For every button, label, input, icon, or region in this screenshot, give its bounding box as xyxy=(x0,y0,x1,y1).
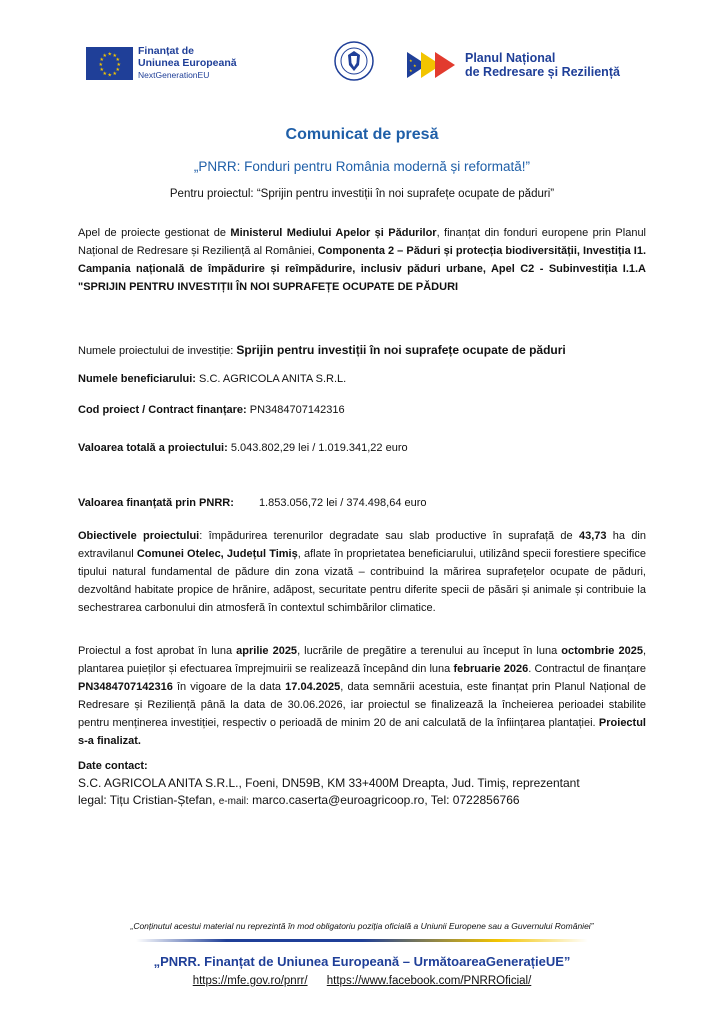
project-name-value: Sprijin pentru investiții în noi suprafețe ocupate de păduri xyxy=(236,343,566,357)
timeline-text-4: . Contractul de finanțare xyxy=(528,663,646,675)
intro-text-1: Apel de proiecte gestionat de xyxy=(78,227,231,239)
eu-line-3: NextGenerationEU xyxy=(138,70,210,81)
disclaimer-note: „Conținutul acestui material nu reprezintă în mod obligatoriu poziția oficială a Uniunii Europene sau a Guvernului României” xyxy=(130,921,594,931)
timeline-contract-code: PN3484707142316 xyxy=(78,681,173,693)
timeline-text-2: , lucrările de pregătire a terenului au început în luna xyxy=(297,645,562,657)
project-code-value: PN3484707142316 xyxy=(249,404,345,416)
timeline-contract-date: 17.04.2025 xyxy=(285,681,341,693)
pnrr-line-1: Planul Național xyxy=(465,51,556,65)
project-code-row xyxy=(78,404,345,416)
contact-email-label: e-mail: xyxy=(218,796,249,807)
contact-section xyxy=(78,757,646,810)
timeline-works-date: octombrie 2025 xyxy=(561,645,643,657)
timeline-paragraph xyxy=(78,642,646,750)
svg-text:★: ★ xyxy=(409,68,413,73)
svg-text:★: ★ xyxy=(413,63,417,68)
svg-text:★: ★ xyxy=(112,53,117,59)
eu-line-2: Uniunea Europeană xyxy=(138,57,237,70)
intro-component: Componenta 2 – Păduri și protecția biodiversității, Investiția I1. Campania națională de împădurire și reîmpădurire, inclusiv păduri urbane, Apel C2 - Subinvestiția I.1.A "SPRIJIN PENTRU INVESTIȚII ÎN NOI SUPRAFEȚE OCUPATE DE PĂDURI xyxy=(78,245,647,293)
page-subtitle: „PNRR: Fonduri pentru România modernă și reformată!” xyxy=(193,159,531,174)
financed-value-amount: 1.853.056,72 lei / 374.498,64 euro xyxy=(258,497,427,509)
svg-text:★: ★ xyxy=(409,58,413,63)
total-value-label: Valoarea totală a proiectului: xyxy=(78,442,228,454)
objectives-area: 43,73 xyxy=(578,530,607,542)
svg-text:★: ★ xyxy=(115,57,120,63)
objectives-place: Comunei Otelec, Județul Timiș xyxy=(136,548,298,560)
financed-value-label: Valoarea finanțată prin PNRR: xyxy=(78,497,234,509)
pnrr-label xyxy=(465,51,620,80)
svg-text:★: ★ xyxy=(102,71,107,77)
svg-text:★: ★ xyxy=(102,53,107,59)
objectives-paragraph xyxy=(78,527,646,617)
facebook-link[interactable]: https://www.facebook.com/PNRROficial/ xyxy=(326,975,532,987)
timeline-planting-date: februarie 2026 xyxy=(453,663,529,675)
project-code-label: Cod proiect / Contract finanțare: xyxy=(78,404,247,416)
contact-line-2a: legal: Tițu Cristian-Ștefan, xyxy=(78,793,219,807)
eu-flag-icon xyxy=(86,47,133,80)
contact-label: Date contact: xyxy=(78,760,148,772)
footer-divider xyxy=(136,939,588,942)
timeline-approved-date: aprilie 2025 xyxy=(236,645,298,657)
footer-slogan: „PNRR. Finanțat de Uniunea Europeană – UrmătoareaGenerațieUE” xyxy=(153,954,571,969)
eu-line-1: Finanțat de xyxy=(138,45,195,57)
objectives-text-1: : împădurirea terenurilor degradate sau slab productive în suprafață de xyxy=(199,530,579,542)
svg-text:★: ★ xyxy=(99,67,104,73)
svg-text:★: ★ xyxy=(107,51,112,58)
objectives-label: Obiectivele proiectului xyxy=(78,530,200,542)
financed-value-row xyxy=(78,497,427,509)
beneficiary-value: S.C. AGRICOLA ANITA S.R.L. xyxy=(199,373,347,385)
contact-line-1: S.C. AGRICOLA ANITA S.R.L., Foeni, DN59B, KM 33+400M Dreapta, Jud. Timiș, reprezentant xyxy=(78,776,580,790)
objectives-text-2: ha din extravilanul xyxy=(78,530,646,560)
timeline-text-3: , plantarea puieților și efectuarea împrejmuirii se realizează începând din luna xyxy=(78,645,646,675)
timeline-text-5: în vigoare de la data xyxy=(172,681,286,693)
pnrr-logo-icon xyxy=(407,50,459,80)
svg-text:★: ★ xyxy=(116,62,121,68)
total-value-amount: 5.043.802,29 lei / 1.019.341,22 euro xyxy=(230,442,408,454)
svg-text:★: ★ xyxy=(107,72,112,79)
objectives-text-3: , aflate în proprietatea beneficiarului, utilizând specii forestiere specifice tipului natural fundamental de pădure din zona vizată – contribuind la mărirea suprafețelor ocupate de păduri, dezvoltând habitate propice de hrănire, adăpost, securitate pentru diferite specii de păsări și animale și contribuie la sechestrarea carbonului din atmosferă în contextul schimbărilor climatice. xyxy=(78,548,646,614)
intro-text-2: , finanțat din fonduri europene prin Planul Național de Redresare și Reziliență al României, xyxy=(78,227,647,257)
intro-ministry: Ministerul Mediului Apelor și Pădurilor xyxy=(230,227,437,239)
timeline-text-1: Proiectul a fost aprobat în luna xyxy=(78,645,237,657)
project-name-row xyxy=(78,343,566,357)
government-seal-icon xyxy=(334,41,374,81)
svg-text:★: ★ xyxy=(115,67,120,73)
beneficiary-row xyxy=(78,373,346,385)
beneficiary-label: Numele beneficiarului: xyxy=(78,373,196,385)
contact-line-2b: marco.caserta@euroagricoop.ro, Tel: 0722856766 xyxy=(248,793,520,807)
mfe-link[interactable]: https://mfe.gov.ro/pnrr/ xyxy=(192,975,308,987)
pnrr-line-2: de Redresare și Reziliență xyxy=(465,65,620,80)
page-title: Comunicat de presă xyxy=(285,126,439,143)
eu-funding-label xyxy=(138,45,237,81)
svg-text:★: ★ xyxy=(99,57,104,63)
total-value-row xyxy=(78,442,408,454)
project-name-label: Numele proiectului de investiție: xyxy=(78,345,234,357)
timeline-text-6: , data semnării acestuia, este finanțat prin Planul Național de Redresare și Reziliență până la data de 30.06.2026, iar proiectul se finalizează la încheierea perioadei stabilite pentru menținerea investiției, respectiv o perioadă de minim 20 de ani calculată de la înființarea plantației. xyxy=(78,681,647,729)
intro-paragraph xyxy=(78,224,646,296)
svg-text:★: ★ xyxy=(112,71,117,77)
project-line: Pentru proiectul: “Sprijin pentru investiții în noi suprafețe ocupate de păduri” xyxy=(169,188,555,200)
footer-links xyxy=(0,975,724,987)
svg-text:★: ★ xyxy=(98,62,103,68)
timeline-finalized: Proiectul s-a finalizat. xyxy=(78,717,646,747)
